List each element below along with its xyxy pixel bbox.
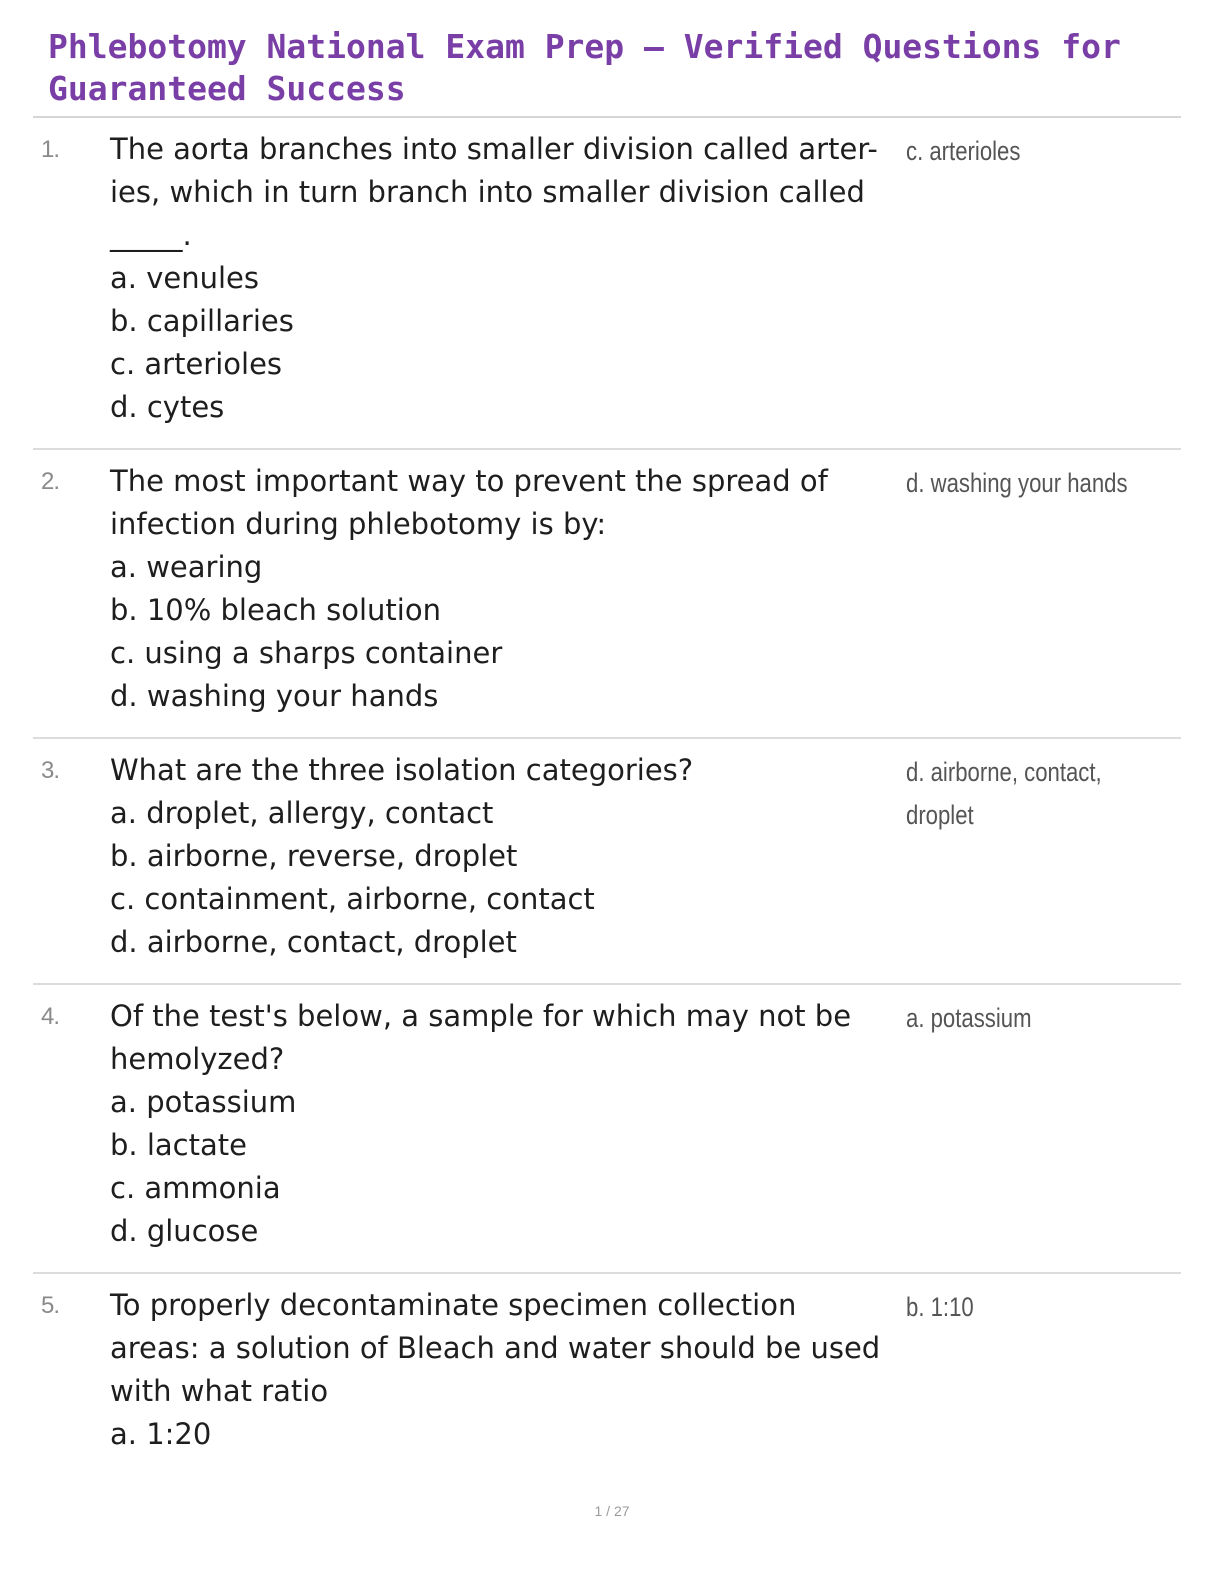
question-number: 3. bbox=[41, 757, 60, 784]
answer-text: d. washing your hands bbox=[906, 468, 1128, 498]
question-list bbox=[33, 118, 1181, 1474]
option-b: b. capillaries bbox=[110, 304, 294, 338]
option-b: b. 10% bleach solution bbox=[110, 593, 441, 627]
option-a: a. venules bbox=[110, 261, 259, 295]
question-text: What are the three isolation categories? bbox=[110, 753, 694, 787]
question-card-2 bbox=[33, 450, 1181, 739]
question-card-5 bbox=[33, 1274, 1181, 1474]
question-body bbox=[110, 460, 892, 718]
option-c: c. arterioles bbox=[110, 347, 283, 381]
question-number: 5. bbox=[41, 1292, 60, 1319]
page-number: 1 / 27 bbox=[594, 1503, 630, 1519]
page-title: Phlebotomy National Exam Prep – Verified Questions for Guaranteed Success bbox=[48, 27, 1121, 108]
answer-text: d. airborne, contact, droplet bbox=[906, 757, 1102, 830]
question-card-4 bbox=[33, 985, 1181, 1274]
option-a: a. droplet, allergy, contact bbox=[110, 796, 494, 830]
question-body bbox=[110, 128, 892, 429]
question-body bbox=[110, 749, 892, 964]
option-d: d. cytes bbox=[110, 390, 225, 424]
question-text: The aorta branches into smaller division called arter- ies, which in turn branch into smaller division called _____. bbox=[110, 132, 878, 252]
option-d: d. glucose bbox=[110, 1214, 259, 1248]
option-c: c. using a sharps container bbox=[110, 636, 503, 670]
answer-text: c. arterioles bbox=[906, 136, 1021, 166]
question-number: 2. bbox=[41, 468, 60, 495]
option-d: d. washing your hands bbox=[110, 679, 439, 713]
option-c: c. ammonia bbox=[110, 1171, 281, 1205]
option-a: a. potassium bbox=[110, 1085, 297, 1119]
answer-text: a. potassium bbox=[906, 1003, 1032, 1033]
option-c: c. containment, airborne, contact bbox=[110, 882, 595, 916]
option-a: a. 1:20 bbox=[110, 1417, 212, 1451]
question-body bbox=[110, 1284, 892, 1456]
question-text: To properly decontaminate specimen collection areas: a solution of Bleach and water should be used with what ratio bbox=[110, 1288, 881, 1408]
question-card-3 bbox=[33, 739, 1181, 985]
question-body bbox=[110, 995, 892, 1253]
option-d: d. airborne, contact, droplet bbox=[110, 925, 517, 959]
question-card-1 bbox=[33, 118, 1181, 450]
question-text: Of the test's below, a sample for which may not be hemolyzed? bbox=[110, 999, 852, 1076]
answer-text: b. 1:10 bbox=[906, 1292, 974, 1322]
option-a: a. wearing bbox=[110, 550, 263, 584]
question-number: 1. bbox=[41, 136, 60, 163]
question-text: The most important way to prevent the spread of infection during phlebotomy is by: bbox=[110, 464, 828, 541]
option-b: b. airborne, reverse, droplet bbox=[110, 839, 518, 873]
question-number: 4. bbox=[41, 1003, 60, 1030]
option-b: b. lactate bbox=[110, 1128, 247, 1162]
